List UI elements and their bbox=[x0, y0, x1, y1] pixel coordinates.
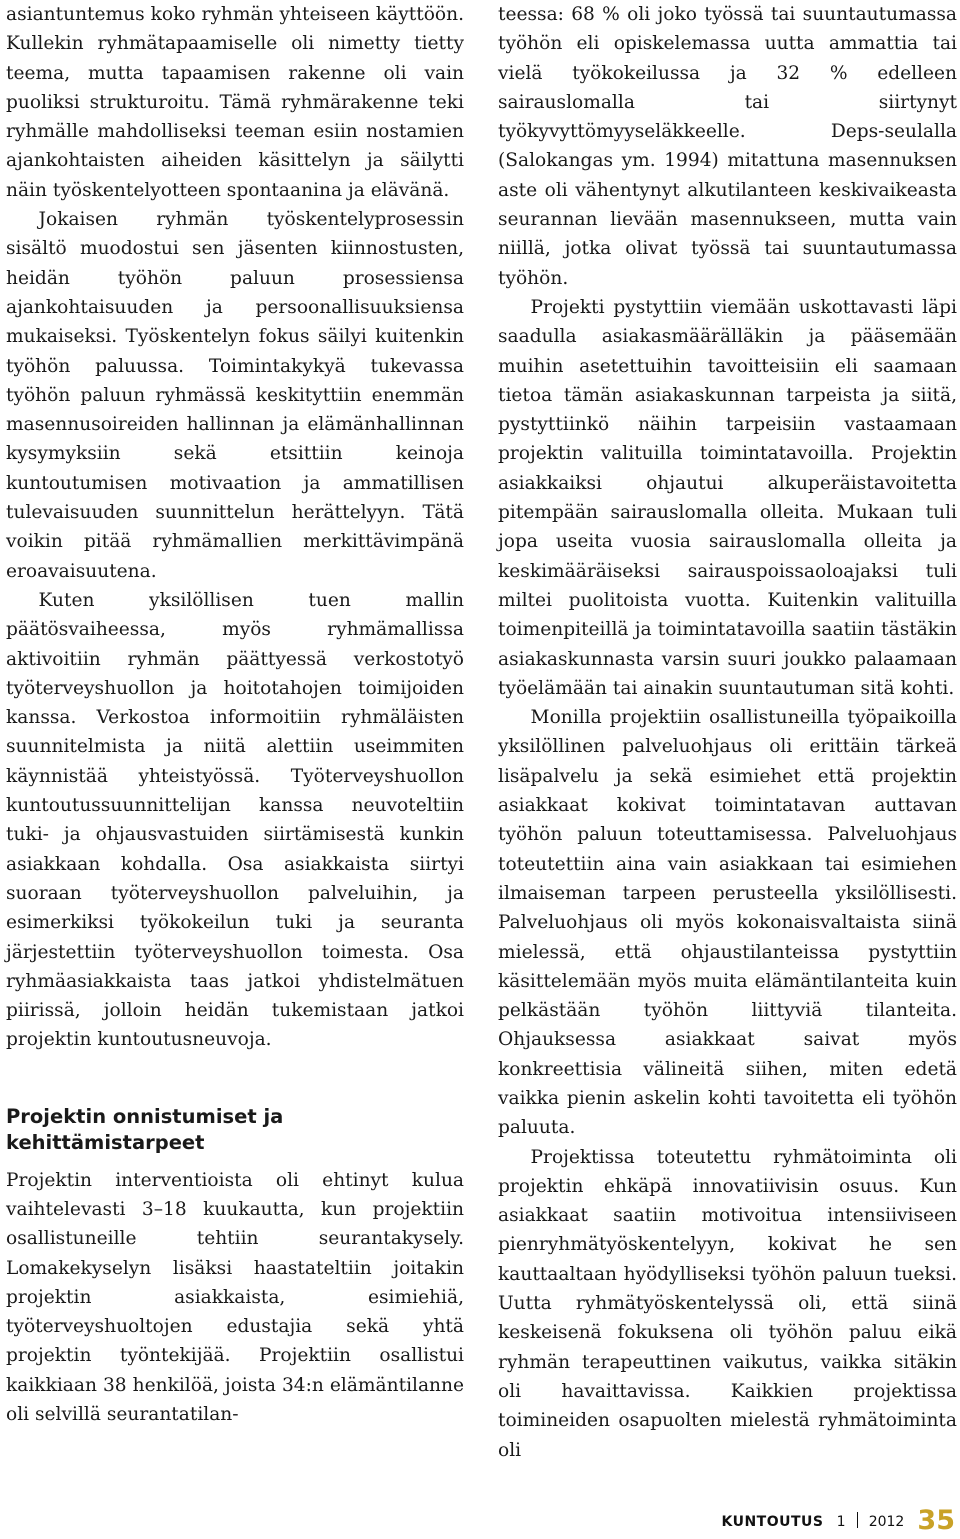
section-heading bbox=[6, 1104, 464, 1156]
left-paragraph-1: asiantuntemus koko ryhmän yhteiseen käyttöön. Kullekin ryhmätapaamiselle oli nimetty tietty teema, mutta tapaamisen rakenne oli vain puoliksi strukturoitu. Tämä ryhmärakenne teki ryhmälle mahdolliseksi teeman esiin nostamien ajankohtaisten aiheiden käsittelyn ja säilytti näin työskentelyotteen spontaanina ja elävänä. bbox=[6, 4, 464, 201]
magazine-name: KUNTOUTUS bbox=[721, 1514, 824, 1530]
issue-number: 1 bbox=[836, 1514, 846, 1530]
right-paragraph-2: Projekti pystyttiin viemään uskottavasti läpi saadulla asiakasmäärälläkin ja pääsemään muihin asetettuihin tavoitteisiin eli saamaan tietoa tämän asiakaskunnan tarpeista ja siitä, pystyttiinkö näihin tarpeisiin vastaamaan projektin valituilla toimintatavoilla. Projektin asiakkaiksi ohjautui alkuperäistavoitetta pitempään sairauslomalla olleita. Mukaan tuli jopa useita vuosia sairauslomalla olleita ja keskimääräiseksi sairauspoissaoloajaksi tuli miltei puolitoista vuotta. Kuitenkin valituilla toimenpiteillä ja toimintatavoilla saatiin tästäkin asiakaskunnasta varsin suuri joukko palaamaan työelämään tai ainakin suuntautuman sitä kohti. bbox=[498, 296, 957, 699]
section-heading-line-1: Projektin onnistumiset ja bbox=[6, 1104, 284, 1128]
right-column bbox=[498, 0, 957, 1465]
left-paragraph-2: Jokaisen ryhmän työskentelyprosessin sisältö muodostui sen jäsenten kiinnostusten, heidän työhön paluun prosessiensa ajankohtaisuuden ja persoonallisuuksiensa mukaiseksi. Työskentelyn fokus säilyi kuitenkin työhön paluussa. Toimintakykyä tukevassa työhön paluun ryhmässä keskityttiin enemmän masennusoireiden hallinnan ja elämänhallinnan kysymyksiin sekä etsittiin keinoja kuntoutumisen motivaation ja ammatillisen tulevaisuuden suunnittelun herättelyyn. Tätä voikin pitää ryhmämallien merkittävimpänä eroavaisuutena. bbox=[6, 209, 464, 582]
left-paragraph-4: Projektin interventioista oli ehtinyt kulua vaihtelevasti 3–18 kuukautta, kun projektiin osallistuneille tehtiin seurantakysely. Lomakekyselyn lisäksi haastateltiin joitakin projektin asiakkaista, esimiehiä, työterveyshuoltojen edustajia sekä yhtä projektin työntekijää. Projektiin osallistui kaikkiaan 38 henkilöä, joista 34:n elämäntilanne oli selvillä seurantatilan- bbox=[6, 1169, 464, 1426]
page-footer bbox=[700, 1505, 955, 1539]
left-paragraph-3: Kuten yksilöllisen tuen mallin päätösvaiheessa, myös ryhmämallissa aktivoitiin ryhmän päättyessä verkostotyö työterveyshuollon ja hoitotahojen toimijoiden kanssa. Verkostoa informoitiin ryhmäläisten suunnitelmista ja niitä alettiin useimmiten käynnistää yhteistyössä. Työterveyshuollon kuntoutussuunnittelijan kanssa neuvoteltiin tuki- ja ohjausvastuiden siirtämisestä kunkin asiakkaan kohdalla. Osa asiakkaista siirtyi suoraan työterveyshuollon palveluihin, ja esimerkiksi työkokeilun tuki ja seuranta järjestettiin työterveyshuollon toimesta. Osa ryhmäasiakkaista taas jatkoi yhdistelmätuen piirissä, jolloin heidän tukemistaan jatkoi projektin kuntoutusneuvoja. bbox=[6, 589, 464, 1051]
footer-divider bbox=[857, 1512, 858, 1528]
right-paragraph-3: Monilla projektiin osallistuneilla työpaikoilla yksilöllinen palveluohjaus oli erittäin tärkeä lisäpalvelu ja sekä esimiehet että projektin asiakkaat kokivat toimintatavan auttavan työhön paluun toteuttamisessa. Palveluohjaus toteutettiin aina vain asiakkaan tai esimiehen ilmaiseman tarpeen perusteella yksilöllisesti. Palveluohjaus oli myös kokonaisvaltaista siinä mielessä, että ohjaustilanteissa pystyttiin käsittelemään myös muita elämäntilanteita kuin pelkästään työhön liittyviä tilanteita. Ohjauksessa asiakkaat saivat myös konkreettisia välineitä siihen, miten edetä vaikka pienin askelin kohti tavoitetta eli työhön paluuta. bbox=[498, 707, 957, 1139]
section-heading-line-2: kehittämistarpeet bbox=[6, 1130, 205, 1154]
page-number: 35 bbox=[917, 1505, 955, 1536]
right-paragraph-1: teessa: 68 % oli joko työssä tai suuntautumassa työhön eli opiskelemassa uutta ammattia tai vielä työkokeilussa ja 32 % edelleen sairauslomalla tai siirtynyt työkyvyttömyyseläkkeelle. Deps-seulalla (Salokangas ym. 1994) mitattuna masennuksen aste oli vähentynyt alkutilanteen keskivaikeasta seurannan lievään masennukseen, mutta vain niillä, jotka olivat työssä tai suuntautumassa työhön. bbox=[498, 4, 957, 289]
issue-year: 2012 bbox=[868, 1514, 905, 1530]
left-column bbox=[6, 0, 464, 1429]
right-paragraph-4: Projektissa toteutettu ryhmätoiminta oli projektin ehkäpä innovatiivisin osuus. Kun asiakkaat saatiin motivoitua intensiiviseen pienryhmätyöskentelyyn, kokivat he sen kauttaaltaan hyödylliseksi työhön paluun tueksi. Uutta ryhmätyöskentelyssä oli, että siinä keskeisenä fokuksena oli työhön paluu eikä ryhmän terapeuttinen vaikutus, vaikka sitäkin oli havaittavissa. Kaikkien projektissa toimineiden osapuolten mielestä ryhmätoiminta oli bbox=[498, 1146, 957, 1461]
